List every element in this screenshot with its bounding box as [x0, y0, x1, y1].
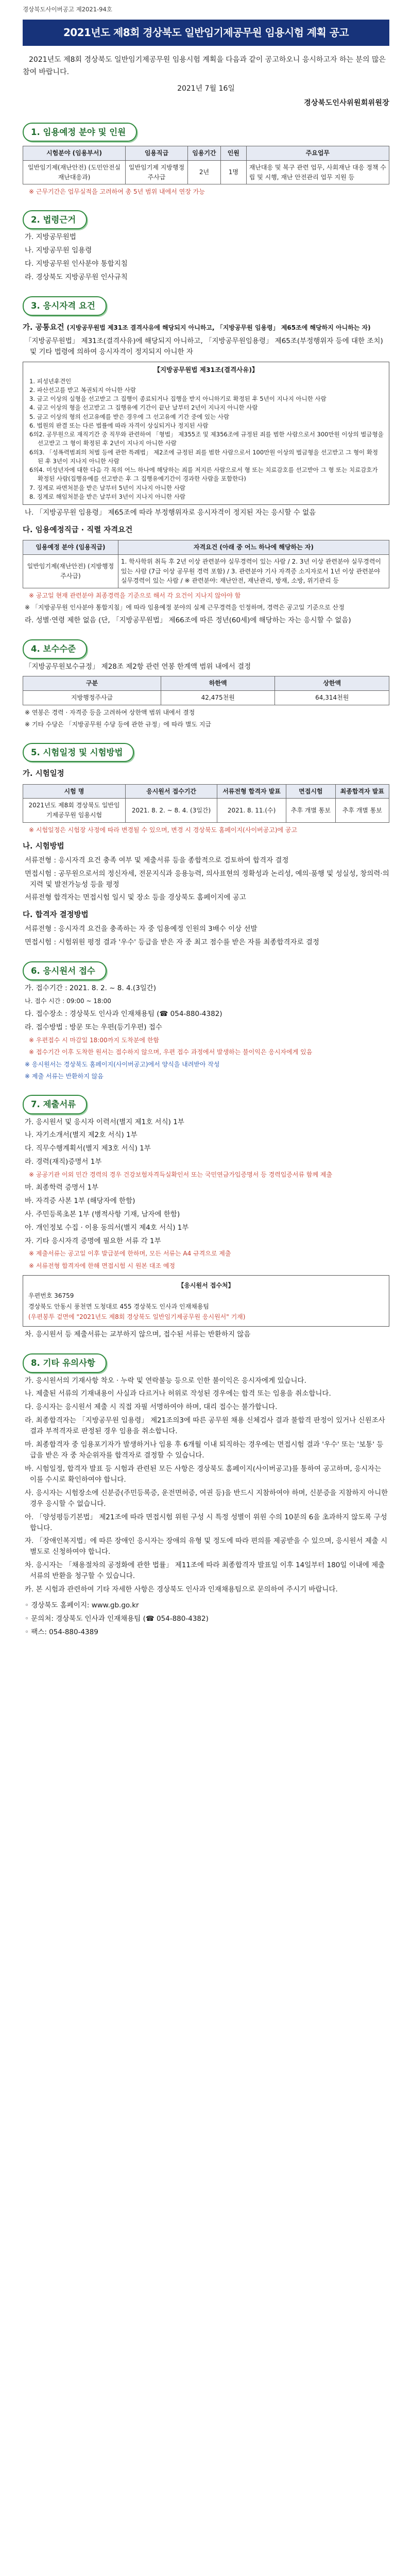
notice-org: 경상북도인사위원회위원장: [304, 99, 389, 108]
notice-title: 2021년도 제8회 경상북도 일반임기제공무원 임용시험 계획 공고: [23, 20, 389, 46]
salary-table: [23, 676, 389, 705]
section-5-title: 5. 시험일정 및 시험방법: [23, 743, 134, 762]
table-header: 서류전형 합격자 발표: [217, 784, 286, 799]
requirement-note: ※ 공고일 현재 관련분야 최종경력을 기준으로 해서 각 요건이 지나지 않아야 함: [29, 591, 241, 599]
section-7-title: 7. 제출서류: [23, 1095, 87, 1114]
salary-note: ※ 연봉은 경력 · 자격증 등을 고려하여 상한액 범위 내에서 결정: [25, 708, 195, 716]
list-item: 사. 주민등록초본 1부 (병적사항 기재, 남자에 한함): [25, 1210, 180, 1218]
requirement-note: ※ 「지방공무원 인사분야 통합지침」에 따라 임용예정 분야의 실제 근무경력을 인정하며, 경력은 공고일 기준으로 산정: [25, 604, 345, 612]
apply-note: ※ 응시원서는 경상북도 홈페이지(사이버공고)에서 양식을 내려받아 작성: [25, 1060, 220, 1068]
list-item: 라. 접수방법 : 방문 또는 우편(등기우편) 접수: [25, 1023, 162, 1031]
list-item: 마. 최종합격자 중 임용포기자가 발생하거나 임용 후 6개월 이내 퇴직하는 경우에는 면접시험 결과 '우수' 또는 '보통' 등급을 받은 자 중 차순위자를 합격자로 결정할 수 있습니다.: [25, 1440, 384, 1460]
list-item: 아. 「양성평등기본법」 제21조에 따라 면접시험 위원 구성 시 특정 성별이 위원 수의 10분의 6을 초과하지 않도록 구성합니다.: [25, 1513, 387, 1532]
address-line: (우편봉투 겉면에 "2021년도 제8회 경상북도 일반임기제공무원 응시원서" 기재): [28, 1313, 246, 1321]
list-item: 다. 접수장소 : 경상북도 인사과 인재채용팀 (☎ 054-880-4382): [25, 1009, 222, 1018]
schedule-table: [23, 784, 389, 823]
list-item: 2. 파산선고를 받고 복권되지 아니한 사람: [29, 386, 136, 394]
table-header: 시험분야 (임용부서): [23, 146, 126, 161]
table-header: 주요업무: [246, 146, 389, 161]
table-header: 자격요건 (아래 중 어느 하나에 해당하는 자): [118, 540, 389, 555]
table-cell: 재난대응 및 복구 관련 업무, 사회재난 대응 정책 수립 및 시행, 재난 안전관리 업무 지원 등: [246, 160, 389, 184]
list-item: ※ 접수기간 이후 도착한 원서는 접수하지 않으며, 우편 접수 과정에서 발생하는 불이익은 응시자에게 있음: [29, 1048, 313, 1056]
sub-title: 다. 합격자 결정방법: [23, 911, 89, 920]
list-item: 「지방공무원법」 제31조(결격사유)에 해당되지 아니하고, 「지방공무원임용령」 제65조(부정행위자 등에 대한 조치) 및 기타 법령에 의하여 응시자격이 정지되지 아니한 자: [25, 337, 383, 356]
list-item: 라. 최종합격자는 「지방공무원 임용령」 제21조의3에 따른 공무원 채용 신체검사 결과 불합격 판정이 있거나 신원조사 결과 부적격자로 판정된 경우 임용을 취소합니다.: [25, 1416, 385, 1436]
section-6-title: 6. 응시원서 접수: [23, 961, 107, 981]
table-header: 임용기간: [187, 146, 220, 161]
table-row: [23, 555, 389, 588]
list-item: 라. 경력(재직)증명서 1부: [25, 1158, 102, 1166]
list-item: 나. 제출된 서류의 기재내용이 사실과 다르거나 허위로 작성된 경우에는 합격 또는 임용을 취소합니다.: [25, 1389, 331, 1398]
list-item: 마. 최종학력 증명서 1부: [25, 1183, 99, 1192]
list-item: ※ 서류전형 합격자에 한해 면접시험 시 원본 대조 예정: [29, 1262, 176, 1270]
table-header: 면접시험: [286, 784, 336, 799]
table-cell: 2021. 8. 2. ~ 8. 4. (3일간): [126, 799, 217, 822]
apply-note: ※ 제출 서류는 반환하지 않음: [25, 1073, 104, 1080]
section-4-title: 4. 보수수준: [23, 639, 87, 659]
table-cell: 2021년도 제8회 경상북도 일반임기제공무원 임용시험: [23, 799, 126, 822]
table-header: 하한액: [161, 676, 275, 691]
list-item: 다. 직무수행계획서(별지 제3호 서식) 1부: [25, 1144, 151, 1153]
list-item: ※ 제출서류는 공고일 이후 발급분에 한하며, 모든 서류는 A4 규격으로 제출: [29, 1250, 231, 1258]
sub-title: [23, 322, 389, 333]
list-item: 면접시험 : 공무원으로서의 정신자세, 전문지식과 응용능력, 의사표현의 정확성과 논리성, 예의·품행 및 성실성, 창의력·의지력 및 발전가능성 등을 평정: [25, 869, 389, 889]
notice-intro: 2021년도 제8회 경상북도 일반임기제공무원 임용시험 계획을 다음과 같이 공고하오니 응시하고자 하는 분의 많은 참여 바랍니다.: [23, 55, 386, 76]
list-item: 6의2. 공무원으로 재직기간 중 직무와 관련하여 「형법」 제355조 및 제356조에 규정된 죄를 범한 사람으로서 300만원 이상의 벌금형을 선고받고 그 형이 확정된 후 2년이 지나지 아니한 사람: [29, 431, 384, 447]
requirements-table: [23, 540, 389, 588]
section-3-title: 3. 응시자격 요건: [23, 296, 107, 316]
notice-number: 경상북도사이버공고 제2021-94호: [23, 6, 112, 13]
disqualification-box: [23, 362, 389, 505]
sub-title: 나. 시험방법: [23, 842, 64, 851]
list-item: 자. 기타 응시자격 증명에 필요한 서류 각 1부: [25, 1236, 161, 1245]
list-item: 나. 「지방공무원 임용령」 제65조에 따라 부정행위자로 응시자격이 정지된 자는 응시할 수 없음: [25, 509, 316, 517]
table-cell: 일반임기제(재난안전) (도민안전실 재난대응과): [23, 160, 126, 184]
table-header: 상한액: [275, 676, 389, 691]
table-header: 임용예정 분야 (임용직급): [23, 540, 118, 555]
table-header: 인원: [220, 146, 246, 161]
table-header: 최종합격자 발표: [335, 784, 389, 799]
list-item: 6의3. 「성폭력범죄의 처벌 등에 관한 특례법」 제2조에 규정된 죄를 범한 사람으로서 100만원 이상의 벌금형을 선고받고 그 형이 확정된 후 3년이 지나지 아니한 사람: [29, 448, 379, 465]
list-item: 면접시험 : 시험위원 평정 결과 '우수' 등급을 받은 자 중 최고 점수를 받은 자를 최종합격자로 결정: [25, 938, 319, 946]
table-cell: 2021. 8. 11.(수): [217, 799, 286, 822]
box-title: 【응시원서 접수처】: [178, 1281, 234, 1289]
list-item: 6. 법원의 판결 또는 다른 법률에 따라 자격이 상실되거나 정지된 사람: [29, 421, 209, 429]
address-line: 우편번호 36759: [28, 1292, 74, 1300]
table-cell: 추후 개별 통보: [286, 799, 336, 822]
list-item: 서류전형 : 응시자격 요건을 충족하는 자 중 임용예정 인원의 3배수 이상 선발: [25, 924, 258, 933]
list-item: 서류전형 합격자는 면접시험 일시 및 장소 등을 경상북도 홈페이지에 공고: [25, 893, 246, 902]
table-cell: 일반임기제(재난안전) (지방행정주사급): [23, 555, 118, 588]
table-cell: 1. 학사학위 취득 후 2년 이상 관련분야 실무경력이 있는 사람 / 2. 3년 이상 관련분야 실무경력이 있는 사람 (7급 이상 공무원 경력 포함) / 3. 관련분야 기사 자격증 소지자로서 1년 이상 관련분야 실무경력이 있는 사람 / ※ 관련분야: 재난안전, 재난관리, 방재, 소방, 위기관리 등: [118, 555, 389, 588]
section-1-title: 1. 임용예정 분야 및 인원: [23, 123, 137, 142]
sub-title: 다. 임용예정직급 · 직렬 자격요건: [23, 526, 133, 535]
table-cell: 지방행정주사급: [23, 691, 161, 705]
list-item: 자. 「장애인복지법」에 따른 장애인 응시자는 장애의 유형 및 정도에 따라 편의를 제공받을 수 있으며, 응시원서 제출 시 별도로 신청하여야 합니다.: [25, 1537, 388, 1556]
list-item: ※ 공공기관 이외 민간 경력의 경우 건강보험자격득실확인서 또는 국민연금가입증명서 등 경력입증서류 함께 제출: [29, 1171, 333, 1179]
list-item: 사. 응시자는 시험장소에 신분증(주민등록증, 운전면허증, 여권 등)을 반드시 지참하여야 하며, 신분증을 지참하지 아니한 경우 응시할 수 없습니다.: [25, 1488, 388, 1508]
table-header-row: [23, 676, 389, 691]
table-header: 구분: [23, 676, 161, 691]
table-row: [23, 799, 389, 822]
table-header: 시험 명: [23, 784, 126, 799]
table-header-row: [23, 540, 389, 555]
list-item: 나. 지방공무원 임용령: [25, 246, 92, 255]
box-title: 【지방공무원법 제31조(결격사유)】: [153, 365, 259, 374]
application-address-box: [23, 1275, 389, 1327]
sub-title: 가. 시험일정: [23, 770, 64, 778]
list-item: 4. 금고 이상의 형을 선고받고 그 집행유예 기간이 끝난 날부터 2년이 지나지 아니한 사람: [29, 404, 258, 412]
list-item: 다. 응시자는 응시원서 제출 시 직접 자필 서명하여야 하며, 대리 접수는 불가합니다.: [25, 1403, 278, 1412]
list-item: ※ 우편접수 시 마감일 18:00까지 도착분에 한함: [29, 1036, 159, 1044]
list-item: 바. 시험일정, 합격자 발표 등 시험과 관련된 모든 사항은 경상북도 홈페이지(사이버공고)를 통하여 공고하며, 응시자는 이를 수시로 확인하여야 합니다.: [25, 1464, 382, 1484]
table-header: 임용직급: [126, 146, 188, 161]
list-item: 6의4. 미성년자에 대한 다음 각 목의 어느 하나에 해당하는 죄를 저지른 사람으로서 형 또는 치료감호를 선고받아 그 형 또는 치료감호가 확정된 사람(집행유예를 선고받은 후 그 집행유예기간이 경과한 사람을 포함한다): [29, 466, 378, 483]
sub-title-sub: (지방공무원법 제31조 결격사유에 해당되지 아니하고, 「지방공무원 임용령」 제65조에 해당하지 아니하는 자): [66, 324, 371, 331]
list-item: 나. 자기소개서(별지 제2호 서식) 1부: [25, 1131, 138, 1140]
table-cell: 2년: [187, 160, 220, 184]
list-item: 3. 금고 이상의 실형을 선고받고 그 집행이 종료되거나 집행을 받지 아니하기로 확정된 후 5년이 지나지 아니한 사람: [29, 395, 327, 403]
notice-date: 2021년 7월 16일: [177, 84, 235, 93]
salary-intro: 「지방공무원보수규정」 제28조 제2항 관련 연봉 한계액 범위 내에서 결정: [25, 662, 251, 671]
table-row: [23, 691, 389, 705]
list-item: 서류전형 : 응시자격 요건 충족 여부 및 제출서류 등을 종합적으로 검토하여 합격자 결정: [25, 856, 289, 865]
list-item: 카. 본 시험과 관련하여 기타 자세한 사항은 경상북도 인사과 인재채용팀으로 문의하여 주시기 바랍니다.: [25, 1585, 338, 1594]
table-cell: 1명: [220, 160, 246, 184]
list-item: 차. 응시원서 등 제출서류는 교부하지 않으며, 접수된 서류는 반환하지 않음: [25, 1330, 251, 1339]
list-item: 가. 응시원서의 기재사항 착오 · 누락 및 연락불능 등으로 인한 불이익은 응시자에게 있습니다.: [25, 1376, 306, 1385]
schedule-note: ※ 시험일정은 시험장 사정에 따라 변경될 수 있으며, 변경 시 경상북도 홈페이지(사이버공고)에 공고: [29, 826, 298, 834]
positions-table: [23, 146, 389, 184]
list-item: 차. 응시자는 「채용절차의 공정화에 관한 법률」 제11조에 따라 최종합격자 발표일 이후 14일부터 180일 이내에 제출서류의 반환을 청구할 수 있습니다.: [25, 1561, 385, 1581]
table-cell: 64,314천원: [275, 691, 389, 705]
list-item: 나. 접수 시간 : 09:00 ~ 18:00: [25, 997, 111, 1005]
section-2-title: 2. 법령근거: [23, 210, 87, 230]
address-line: 경상북도 안동시 풍천면 도청대로 455 경상북도 인사과 인재채용팀: [28, 1302, 209, 1310]
list-item: 라. 경상북도 지방공무원 인사규칙: [25, 273, 128, 282]
list-item: 아. 개인정보 수집 · 이용 동의서(별지 제4호 서식) 1부: [25, 1223, 189, 1232]
list-item: 가. 지방공무원법: [25, 233, 76, 242]
salary-note: ※ 기타 수당은 「지방공무원 수당 등에 관한 규정」에 따라 별도 지급: [25, 721, 212, 728]
table-cell: 42,475천원: [161, 691, 275, 705]
sub-title-text: 가. 공통요건: [23, 323, 64, 332]
table-cell: 일반임기제 지방행정주사급: [126, 160, 188, 184]
list-item: 가. 접수기간 : 2021. 8. 2. ~ 8. 4.(3일간): [25, 984, 157, 993]
list-item: 8. 징계로 해임처분을 받은 날부터 3년이 지나지 아니한 사람: [29, 493, 186, 500]
table-header-row: [23, 784, 389, 799]
list-item: 5. 금고 이상의 형의 선고유예를 받은 경우에 그 선고유예 기간 중에 있는 사람: [29, 413, 230, 420]
table-header: 응시원서 접수기간: [126, 784, 217, 799]
list-item: 바. 자격증 사본 1부 (해당자에 한함): [25, 1196, 135, 1205]
table-header-row: [23, 146, 389, 161]
list-item: 1. 피성년후견인: [29, 377, 72, 385]
section-8-title: 8. 기타 유의사항: [23, 1353, 107, 1373]
list-item: 라. 성별·연령 제한 없음 (단, 「지방공무원법」 제66조에 따른 정년(60세)에 해당하는 자는 응시할 수 없음): [25, 616, 351, 625]
contact-line: ◦ 문의처: 경상북도 인사과 인재채용팀 (☎ 054-880-4382): [25, 1615, 209, 1623]
contact-line: ◦ 팩스: 054-880-4389: [25, 1628, 98, 1636]
contact-line: ◦ 경상북도 홈페이지: www.gb.go.kr: [25, 1601, 139, 1610]
table-row: [23, 160, 389, 184]
table-cell: 추후 개별 통보: [335, 799, 389, 822]
section-1-note: ※ 근무기간은 업무실적을 고려하여 총 5년 범위 내에서 연장 가능: [29, 188, 205, 196]
list-item: 다. 지방공무원 인사분야 통합지침: [25, 260, 128, 268]
list-item: 가. 응시원서 및 응시자 이력서(별지 제1호 서식) 1부: [25, 1117, 184, 1126]
list-item: 7. 징계로 파면처분을 받은 날부터 5년이 지나지 아니한 사람: [29, 484, 186, 492]
